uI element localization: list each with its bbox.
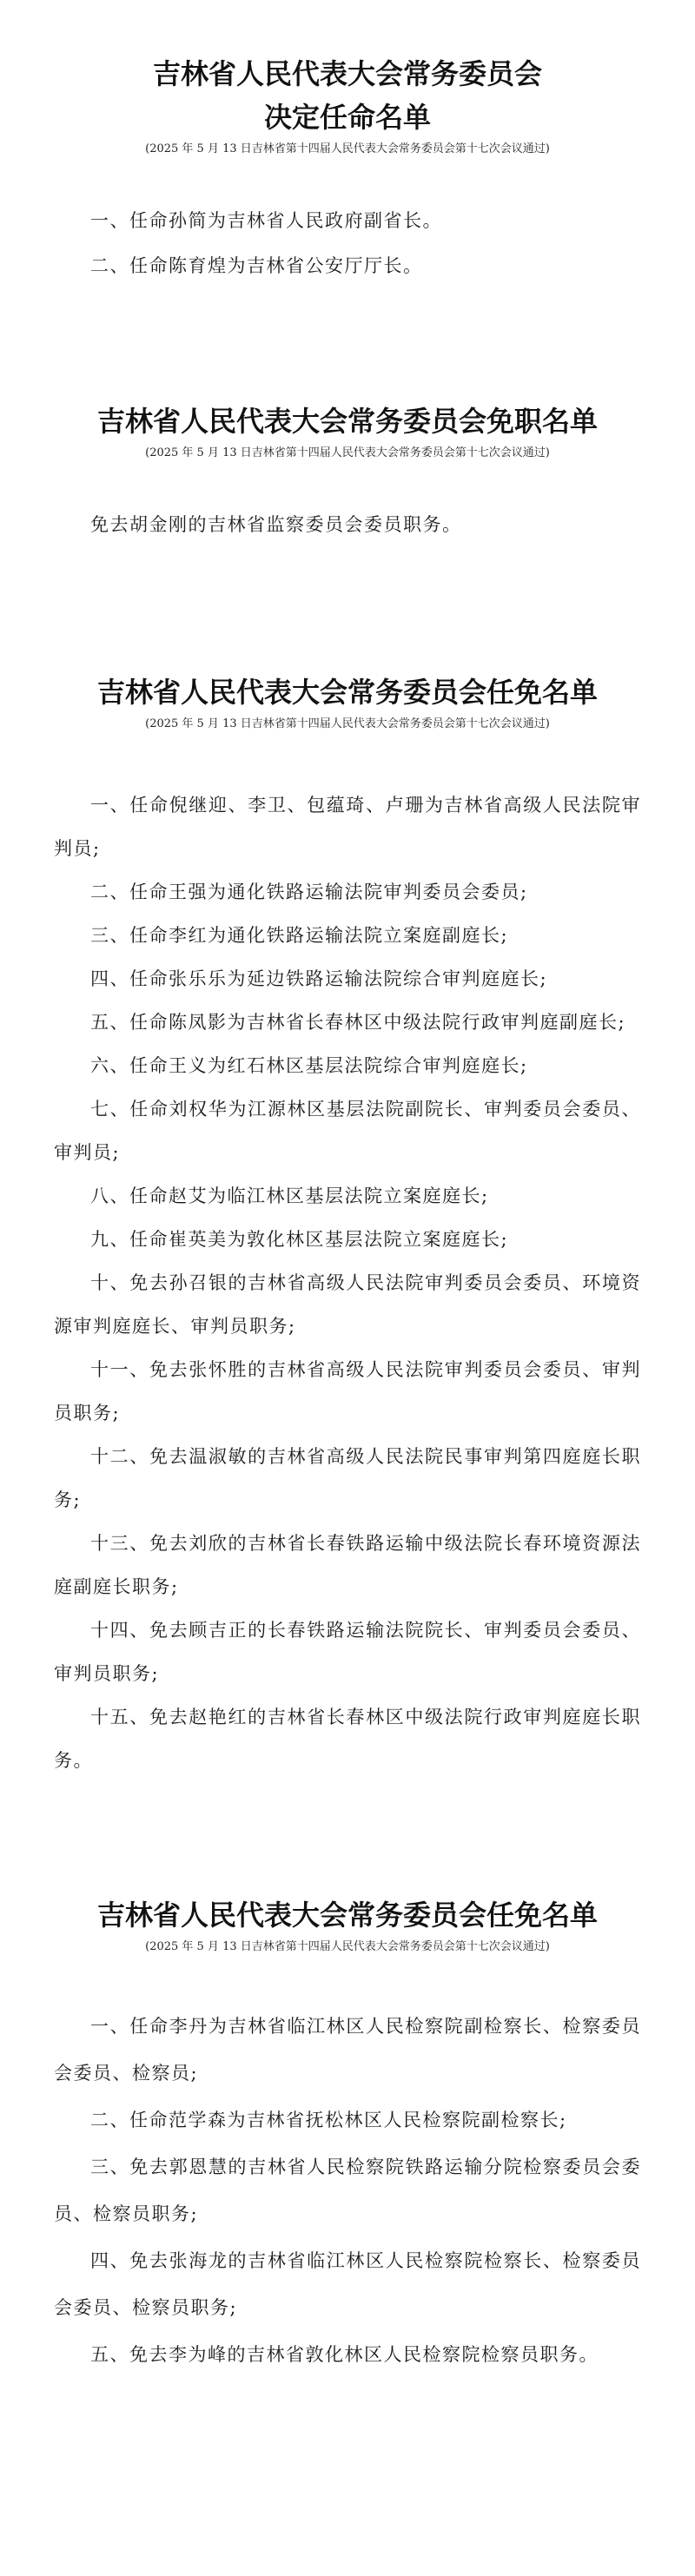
- section-procuratorate-appointment-list: [0, 1893, 695, 2378]
- list-item: 十四、免去顾吉正的长春铁路运输法院院长、审判委员会委员、审判员职务;: [54, 1620, 641, 1684]
- list-item: 十、免去孙召银的吉林省高级人民法院审判委员会委员、环境资源审判庭庭长、审判员职务;: [54, 1272, 641, 1337]
- approval-note: (2025 年 5 月 13 日吉林省第十四届人民代表大会常务委员会第十七次会议通过): [145, 142, 550, 155]
- list-item: 七、任命刘权华为江源林区基层法院副院长、审判委员会委员、审判员;: [54, 1099, 641, 1163]
- list-item: 二、任命王强为通化铁路运输法院审判委员会委员;: [90, 882, 528, 902]
- list-item: 二、任命范学森为吉林省抚松林区人民检察院副检察长;: [90, 2110, 567, 2130]
- list-item: 一、任命孙简为吉林省人民政府副省长。: [90, 210, 442, 231]
- list-item: 五、免去李为峰的吉林省敦化林区人民检察院检察员职务。: [90, 2344, 599, 2365]
- list-item: 十五、免去赵艳红的吉林省长春林区中级法院行政审判庭庭长职务。: [54, 1707, 641, 1771]
- section-title: 吉林省人民代表大会常务委员会任免名单: [96, 676, 598, 709]
- approval-note: (2025 年 5 月 13 日吉林省第十四届人民代表大会常务委员会第十七次会议通过): [145, 446, 550, 459]
- list-item: 八、任命赵艾为临江林区基层法院立案庭庭长;: [90, 1186, 489, 1206]
- section-title: 吉林省人民代表大会常务委员会任免名单: [96, 1899, 598, 1932]
- section-title-line-1: 吉林省人民代表大会常务委员会: [152, 57, 542, 90]
- list-item: 十一、免去张怀胜的吉林省高级人民法院审判委员会委员、审判员职务;: [54, 1359, 641, 1423]
- section-removal-list: [0, 400, 695, 547]
- list-item: 三、免去郭恩慧的吉林省人民检察院铁路运输分院检察委员会委员、检察员职务;: [54, 2157, 641, 2224]
- section-title-line-2: 决定任命名单: [263, 101, 431, 134]
- list-item: 六、任命王义为红石林区基层法院综合审判庭庭长;: [90, 1055, 528, 1076]
- list-item: 三、任命李红为通化铁路运输法院立案庭副庭长;: [90, 925, 509, 946]
- list-item: 四、免去张海龙的吉林省临江林区人民检察院检察长、检察委员会委员、检察员职务;: [54, 2250, 641, 2318]
- list-item: 二、任命陈育煌为吉林省公安厅厅长。: [90, 255, 423, 276]
- approval-note: (2025 年 5 月 13 日吉林省第十四届人民代表大会常务委员会第十七次会议通过): [145, 717, 550, 730]
- list-item: 一、任命倪继迎、李卫、包蕴琦、卢珊为吉林省高级人民法院审判员;: [54, 795, 641, 859]
- list-item: 一、任命李丹为吉林省临江林区人民检察院副检察长、检察委员会委员、检察员;: [54, 2016, 641, 2084]
- list-item: 十二、免去温淑敏的吉林省高级人民法院民事审判第四庭庭长职务;: [54, 1446, 641, 1510]
- section-court-appointment-list: [0, 670, 695, 1782]
- item-list: [0, 502, 695, 547]
- section-appointment-decision: [0, 52, 695, 288]
- list-item: 五、任命陈凤影为吉林省长春林区中级法院行政审判庭副庭长;: [90, 1012, 626, 1033]
- approval-note: (2025 年 5 月 13 日吉林省第十四届人民代表大会常务委员会第十七次会议通过): [145, 1940, 550, 1953]
- list-item: 九、任命崔英美为敦化林区基层法院立案庭庭长;: [90, 1229, 509, 1250]
- item-list: [0, 198, 695, 288]
- list-item: 四、任命张乐乐为延边铁路运输法院综合审判庭庭长;: [90, 968, 548, 989]
- section-title: 吉林省人民代表大会常务委员会免职名单: [96, 405, 598, 438]
- item-list: [0, 783, 695, 1782]
- list-item: 十三、免去刘欣的吉林省长春铁路运输中级法院长春环境资源法庭副庭长职务;: [54, 1533, 641, 1597]
- list-item: 免去胡金刚的吉林省监察委员会委员职务。: [90, 514, 462, 535]
- item-list: [0, 2003, 695, 2378]
